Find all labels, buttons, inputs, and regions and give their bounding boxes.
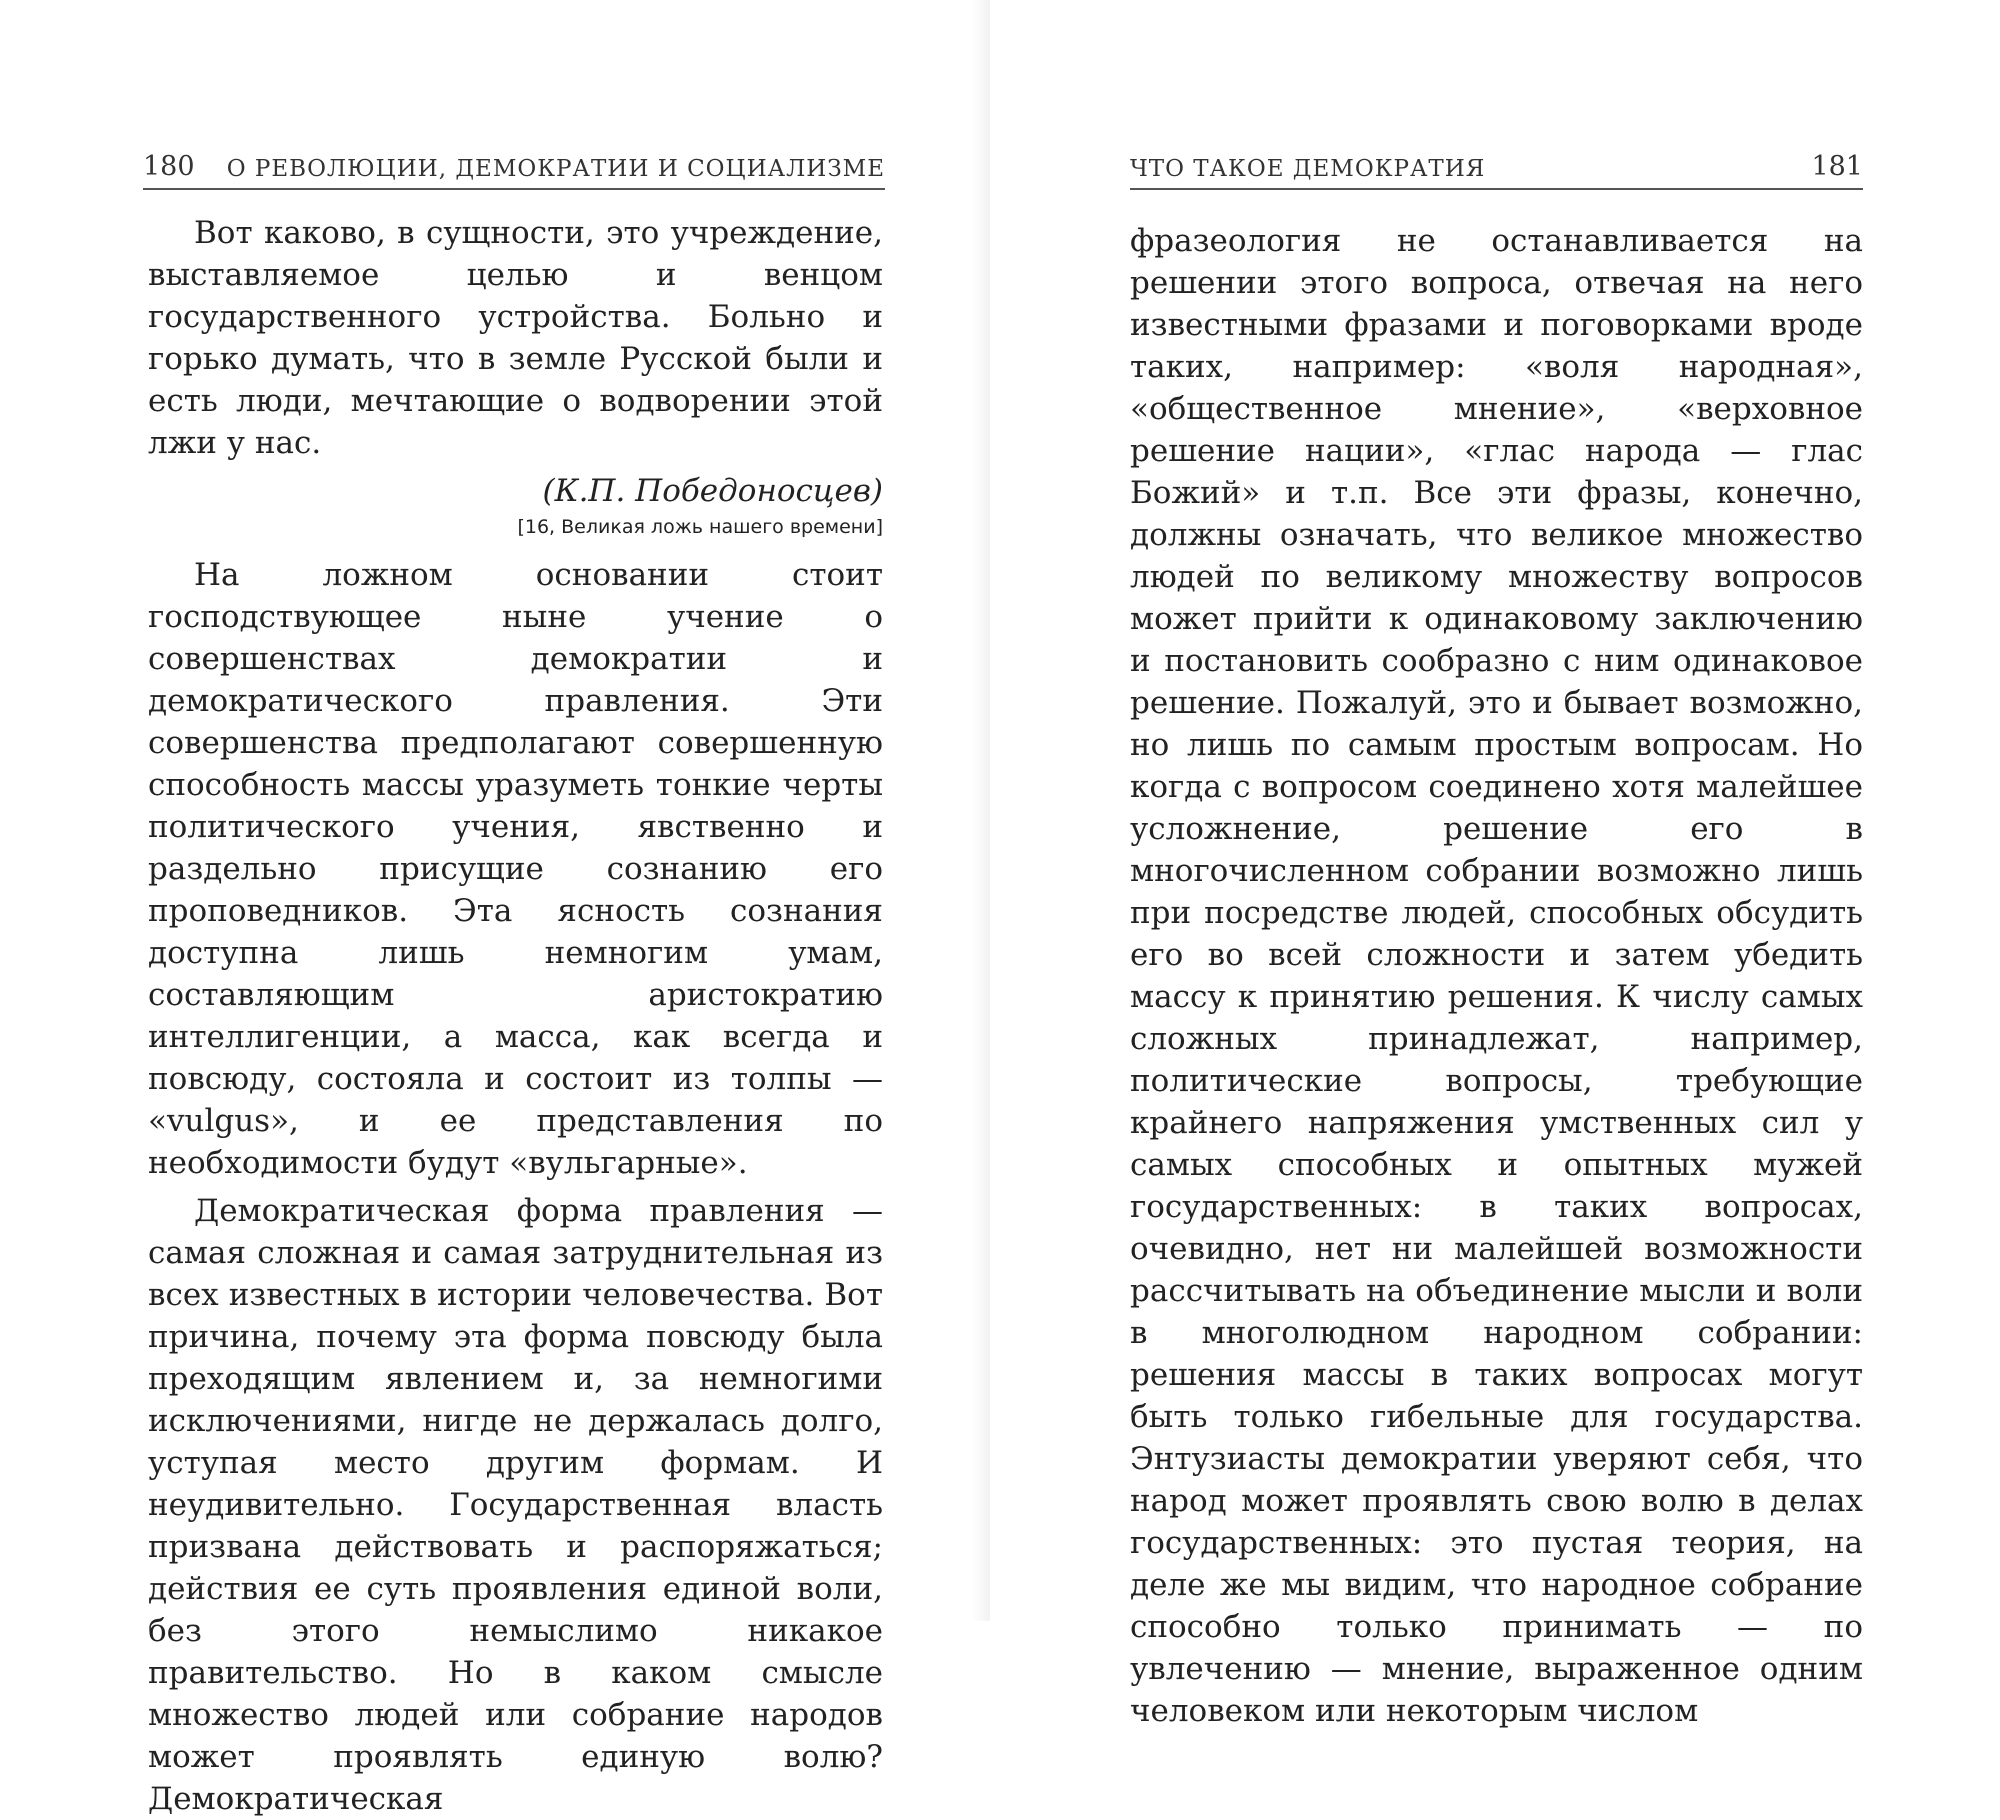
right-paragraph-1: фразеология не останавливается на решении этого вопроса, отвечая на него известными фразами и поговорками вроде таких, например: «воля народная», «общественное мнение», «верховное решение нации», «глас народа — глас Божий» и т.п. Все эти фразы, конечно, должны означать, что великое множество людей по великому множеству вопросов может прийти к одинаковому заключению и постановить сообразно с ним одинаковое решение. Пожалуй, это и бывает возможно, но лишь по самым простым вопросам. Но когда с вопросом соединено хотя малейшее усложнение, решение его в многочисленном собрании возможно лишь при посредстве людей, способных обсудить его во всей сложности и затем убедить массу к принятию решения. К числу самых сложных принадлежат, например, политические вопросы, требующие крайнего напряжения умственных сил у самых способных и опытных мужей государственных: в таких вопросах, очевидно, нет ни малейшей возможности рассчитывать на объединение мысли и воли в многолюдном народном собрании: решения массы в таких вопросах могут быть только гибельные для государства. Энтузиасты демократии уверяют себя, что народ может проявлять свою волю в делах государственных: это пустая теория, на деле же мы видим, что народное собрание способно только принимать — по увлечению — мнение, выраженное одним человеком или некоторым числом xyxy=(1130,223,1863,1729)
left-paragraph-1: На ложном основании стоит господствующее ныне учение о совершенствах демократии и демократического правления. Эти совершенства предполагают совершенную способность массы уразуметь тонкие черты политического учения, явственно и раздельно присущие сознанию его проповедников. Эта ясность сознания доступна лишь немногим умам, составляющим аристократию интеллигенции, а масса, как всегда и повсюду, состояла и состоит из толпы — «vulgus», и ее представления по необходимости будут «вульгарные». xyxy=(148,557,883,1181)
right-body-text xyxy=(1130,220,1863,1732)
quote-paragraph: Вот каково, в сущности, это учреждение, выставляемое целью и венцом государственного устройства. Больно и горько думать, что в земле Русской были и есть люди, мечтающие о водворении этой лжи у нас. xyxy=(148,215,883,461)
left-running-title: О РЕВОЛЮЦИИ, ДЕМОКРАТИИ И СОЦИАЛИЗМЕ xyxy=(226,156,885,182)
left-paragraph-2: Демократическая форма правления — самая сложная и самая затруднительная из всех известных в истории человечества. Вот причина, почему эта форма повсюду была преходящим явлением и, за немногими исключениями, нигде не держалась долго, уступая место другим формам. И неудивительно. Государственная власть призвана действовать и распоряжаться; действия ее суть проявления единой воли, без этого немыслимо никакое правительство. Но в каком смысле множество людей или собрание народов может проявлять единую волю? Демократическая xyxy=(148,1193,883,1817)
right-running-head xyxy=(1130,150,1863,190)
left-running-head xyxy=(143,150,885,190)
left-page-number: 180 xyxy=(143,151,195,182)
right-running-title: ЧТО ТАКОЕ ДЕМОКРАТИЯ xyxy=(1130,156,1486,182)
left-body-text xyxy=(148,212,883,1820)
quote-source: [16, Великая ложь нашего времени] xyxy=(517,516,883,538)
quote-author: (К.П. Победоносцев) xyxy=(542,473,883,509)
right-page xyxy=(990,0,2000,1729)
left-page xyxy=(0,0,990,1817)
right-page-number: 181 xyxy=(1811,151,1863,182)
